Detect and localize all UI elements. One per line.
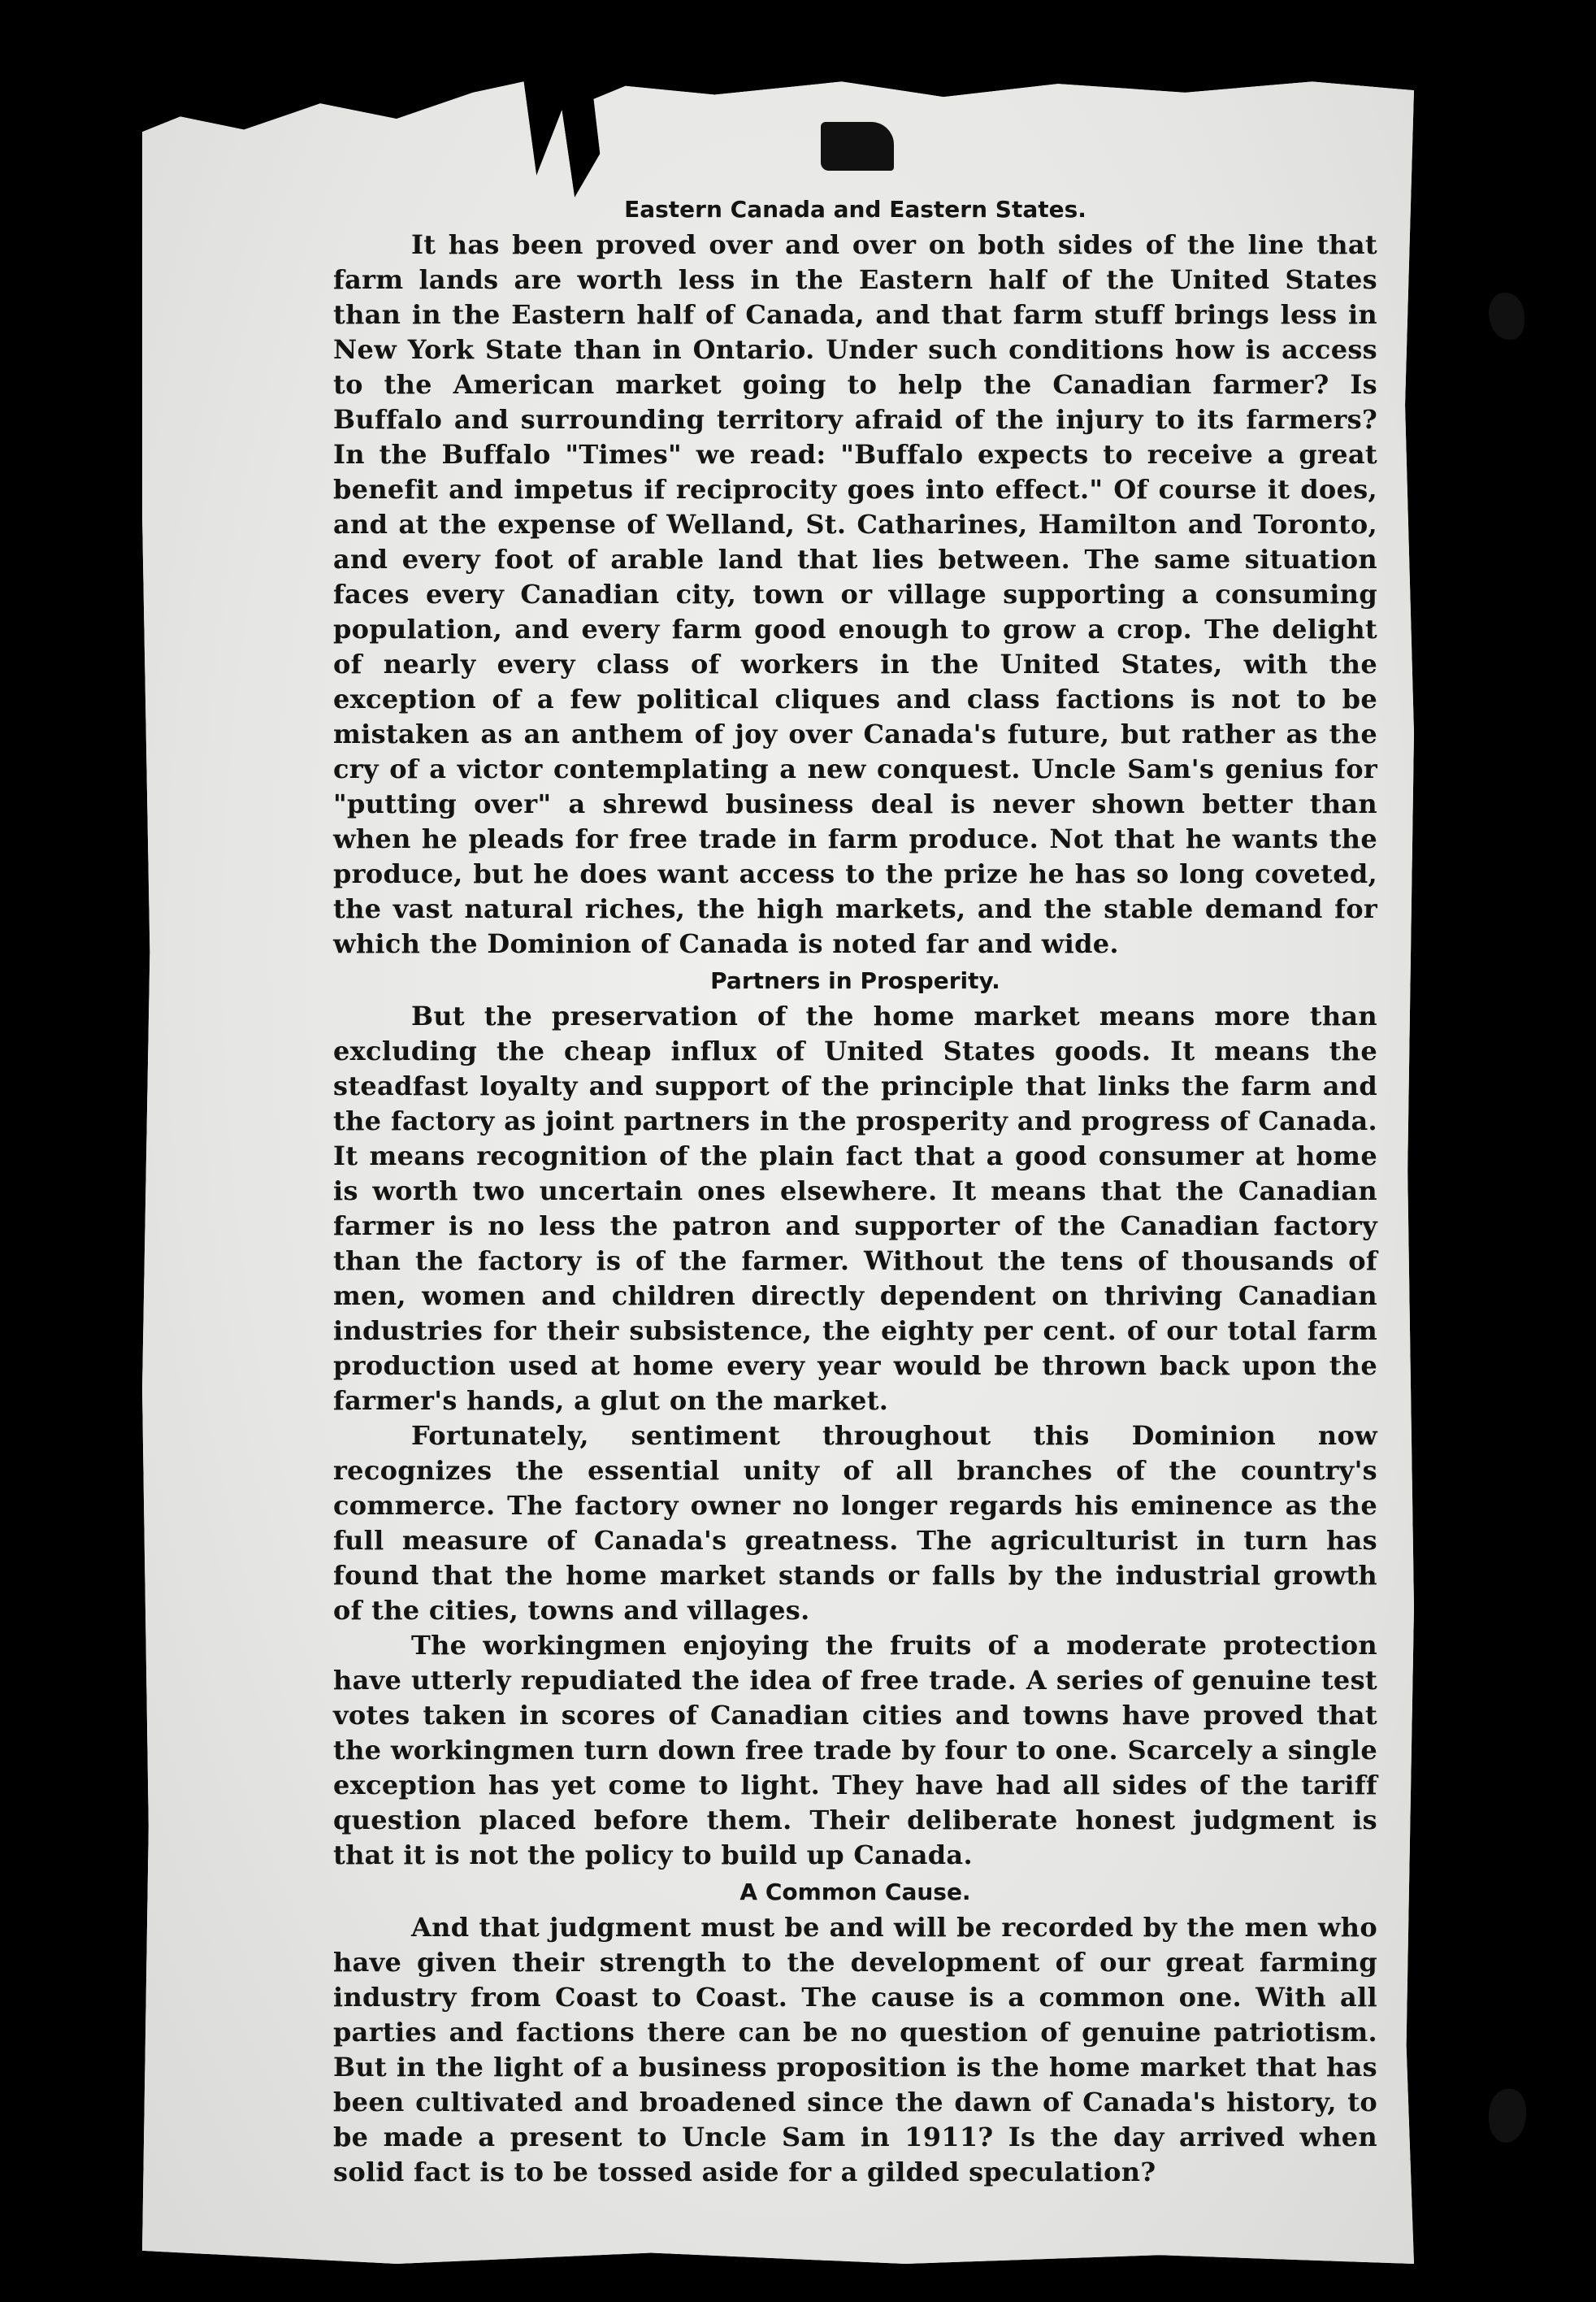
document-body (333, 193, 1377, 2190)
body-paragraph: But the preservation of the home market means more than excluding the cheap influx of United States goods. It means the steadfast loyalty and support of the principle that links the farm and the factory as joint partners in the prosperity and progress of Canada. It means recognition of the plain fact that a good consumer at home is worth two uncertain ones elsewhere. It means that the Canadian farmer is no less the patron and supporter of the Canadian factory than the factory is of the farmer. Without the tens of thousands of men, women and children directly dependent on thriving Canadian industries for their subsistence, the eighty per cent. of our total farm production used at home every year would be thrown back upon the farmer's hands, a glut on the market. (333, 1001, 1377, 1416)
section-heading: A Common Cause. (739, 1879, 971, 1905)
ink-blot (1489, 2089, 1526, 2143)
section-heading: Eastern Canada and Eastern States. (624, 196, 1086, 223)
body-paragraph: Fortunately, sentiment throughout this Dominion now recognizes the essential unity of all branches of the country's commerce. The factory owner no longer regards his eminence as the full measure of Canada's greatness. The agriculturist in turn has found that the home market stands or falls by the industrial growth of the cities, towns and villages. (333, 1420, 1377, 1626)
torn-corner-mark (821, 122, 894, 171)
ink-blot (1489, 293, 1524, 340)
section-heading: Partners in Prosperity. (710, 967, 1000, 994)
body-paragraph: The workingmen enjoying the fruits of a moderate protection have utterly repudiated the idea of free trade. A series of genuine test votes taken in scores of Canadian cities and towns have proved that the workingmen turn down free trade by four to one. Scarcely a single exception has yet come to light. They have had all sides of the tariff question placed before them. Their deliberate honest judgment is that it is not the policy to build up Canada. (333, 1630, 1377, 1870)
body-paragraph: It has been proved over and over on both sides of the line that farm lands are worth less in the Eastern half of the United States than in the Eastern half of Canada, and that farm stuff brings less in New York State than in Ontario. Under such conditions how is access to the American market going to help the Canadian farmer? Is Buffalo and surrounding territory afraid of the injury to its farmers? In the Buffalo "Times" we read: "Buffalo expects to receive a great benefit and impetus if reciprocity goes into effect." Of course it does, and at the expense of Welland, St. Catharines, Hamilton and Toronto, and every foot of arable land that lies between. The same situation faces every Canadian city, town or village supporting a consuming population, and every farm good enough to grow a crop. The delight of nearly every class of workers in the United States, with the exception of a few political cliques and class factions is not to be mistaken as an anthem of joy over Canada's future, but rather as the cry of a victor contemplating a new conquest. Uncle Sam's genius for "putting over" a shrewd business deal is never shown better than when he pleads for free trade in farm produce. Not that he wants the produce, but he does want access to the prize he has so long coveted, the vast natural riches, the high markets, and the stable demand for which the Dominion of Canada is noted far and wide. (333, 229, 1377, 959)
body-paragraph: And that judgment must be and will be recorded by the men who have given their strength to the development of our great farming industry from Coast to Coast. The cause is a common one. With all parties and factions there can be no question of genuine patriotism. But in the light of a business proposition is the home market that has been cultivated and broadened since the dawn of Canada's history, to be made a present to Uncle Sam in 1911? Is the day arrived when solid fact is to be tossed aside for a gilded speculation? (333, 1912, 1377, 2187)
